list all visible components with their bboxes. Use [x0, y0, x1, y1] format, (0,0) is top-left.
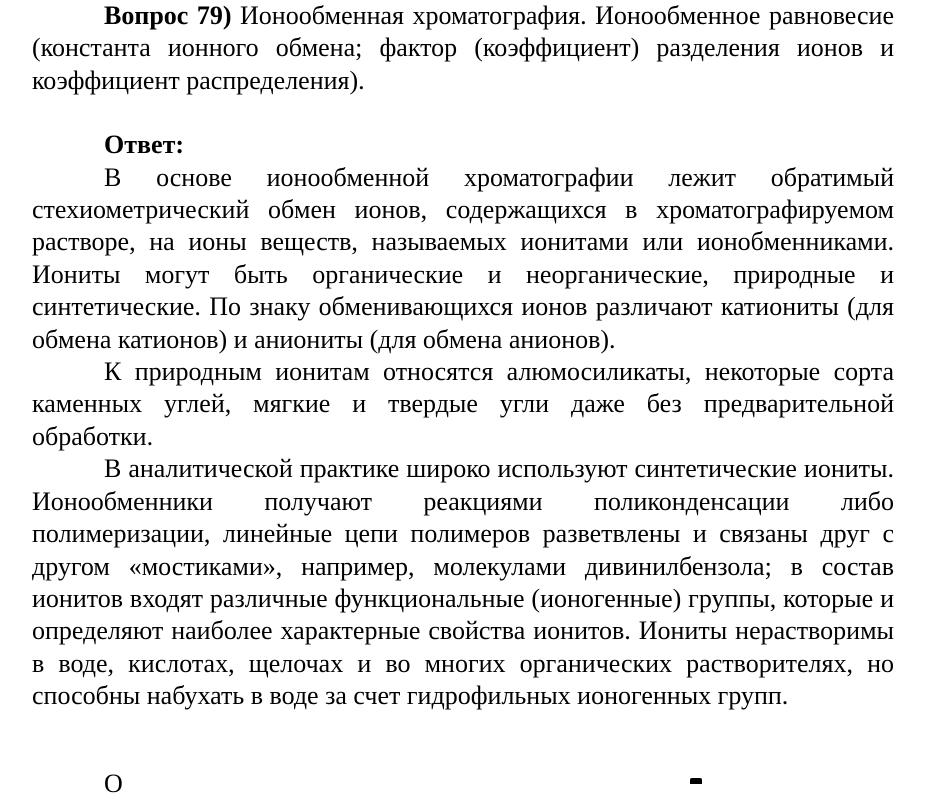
question-text: Ионообменная хроматография. Ионообменное равновесие (константа ионного обмена; фактор (коэффициент) разделения ионов и коэффициент распределения).	[32, 1, 894, 95]
question-label: Вопрос 79)	[104, 1, 232, 30]
cut-off-glyph-fragment	[690, 778, 702, 784]
answer-paragraph-2: К природным ионитам относятся алюмосиликаты, некоторые сорта каменных углей, мягкие и твердые угли даже без предварительной обработки.	[32, 357, 894, 451]
question-paragraph	[32, 0, 894, 97]
document-page	[32, 0, 894, 713]
answer-paragraph-3: В аналитической практике широко используют синтетические иониты. Ионообменники получают реакциями поликонденсации либо полимеризации, линейные цепи полимеров разветвлены и связаны друг с другом «мостиками», например, молекулами дивинилбензола; в состав ионитов входят различные функциональные (ионогенные) группы, которые и определяют наиболее характерные свойства ионитов. Иониты нерастворимы в воде, кислотах, щелочах и во многих органических растворителях, но способны набухать в воде за счет гидрофильных ионогенных групп.	[32, 454, 894, 711]
answer-paragraph-1: В основе ионообменной хроматографии лежит обратимый стехиометрический обмен ионов, содержащихся в хроматографируемом растворе, на ионы веществ, называемых ионитами или ионобменниками. Иониты могут быть органические и неорганические, природные и синтетические. По знаку обменивающихся ионов различают катиониты (для обмена катионов) и аниониты (для обмена анионов).	[32, 162, 894, 354]
answer-heading: Ответ:	[104, 130, 185, 160]
cut-off-text: О	[104, 769, 123, 798]
cut-off-line	[104, 769, 128, 798]
